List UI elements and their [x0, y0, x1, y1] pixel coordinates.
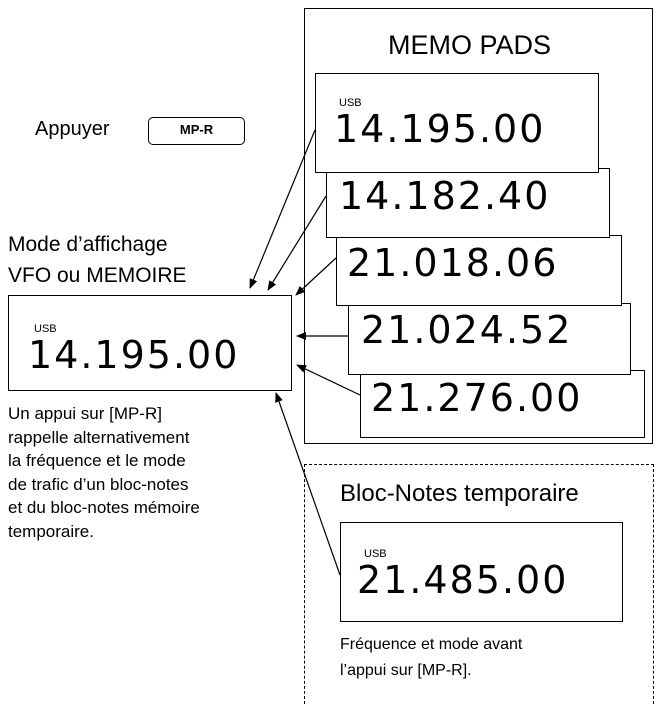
memo-pad-4-frequency: 21.024.52: [361, 308, 573, 352]
mp-r-button[interactable]: MP-R: [148, 117, 245, 145]
arrow-pad1-to-display: [250, 130, 315, 288]
description-line-3: la fréquence et le mode: [8, 451, 186, 470]
memo-pad-1-mode: USB: [339, 97, 362, 109]
memo-pad-5-frequency: 21.276.00: [371, 376, 583, 420]
description-line-1: Un appui sur [MP-R]: [8, 404, 162, 423]
press-label: Appuyer: [35, 118, 110, 140]
temp-pad-note-line1: Fréquence et mode avant: [340, 636, 523, 653]
temp-pad-title: Bloc-Notes temporaire: [340, 480, 579, 507]
display-caption-line1: Mode d’affichage: [8, 233, 168, 256]
temp-pad-mode: USB: [364, 548, 387, 560]
temp-pad-note-line2: l’appui sur [MP-R].: [340, 662, 472, 679]
memo-pad-2-frequency: 14.182.40: [339, 174, 551, 218]
description-line-4: de trafic d’un bloc-notes: [8, 474, 189, 494]
arrow-pad5-to-display: [297, 365, 360, 395]
memo-pad-1-frequency: 14.195.00: [334, 107, 546, 151]
memo-pad-3-frequency: 21.018.06: [347, 241, 559, 285]
description-line-2: rappelle alternativement: [8, 427, 190, 447]
temp-pad-frequency: 21.485.00: [357, 558, 569, 602]
display-caption-line2: VFO ou MEMOIRE: [8, 264, 187, 287]
memo-pads-title: MEMO PADS: [388, 30, 552, 60]
arrow-pad3-to-display: [296, 258, 336, 295]
description-line-6: temporaire.: [8, 521, 94, 541]
arrow-temp-to-display: [276, 393, 340, 575]
description-line-5: et du bloc-notes mémoire: [8, 498, 200, 517]
main-display-mode: USB: [34, 323, 57, 335]
main-display-frequency: 14.195.00: [28, 333, 240, 377]
